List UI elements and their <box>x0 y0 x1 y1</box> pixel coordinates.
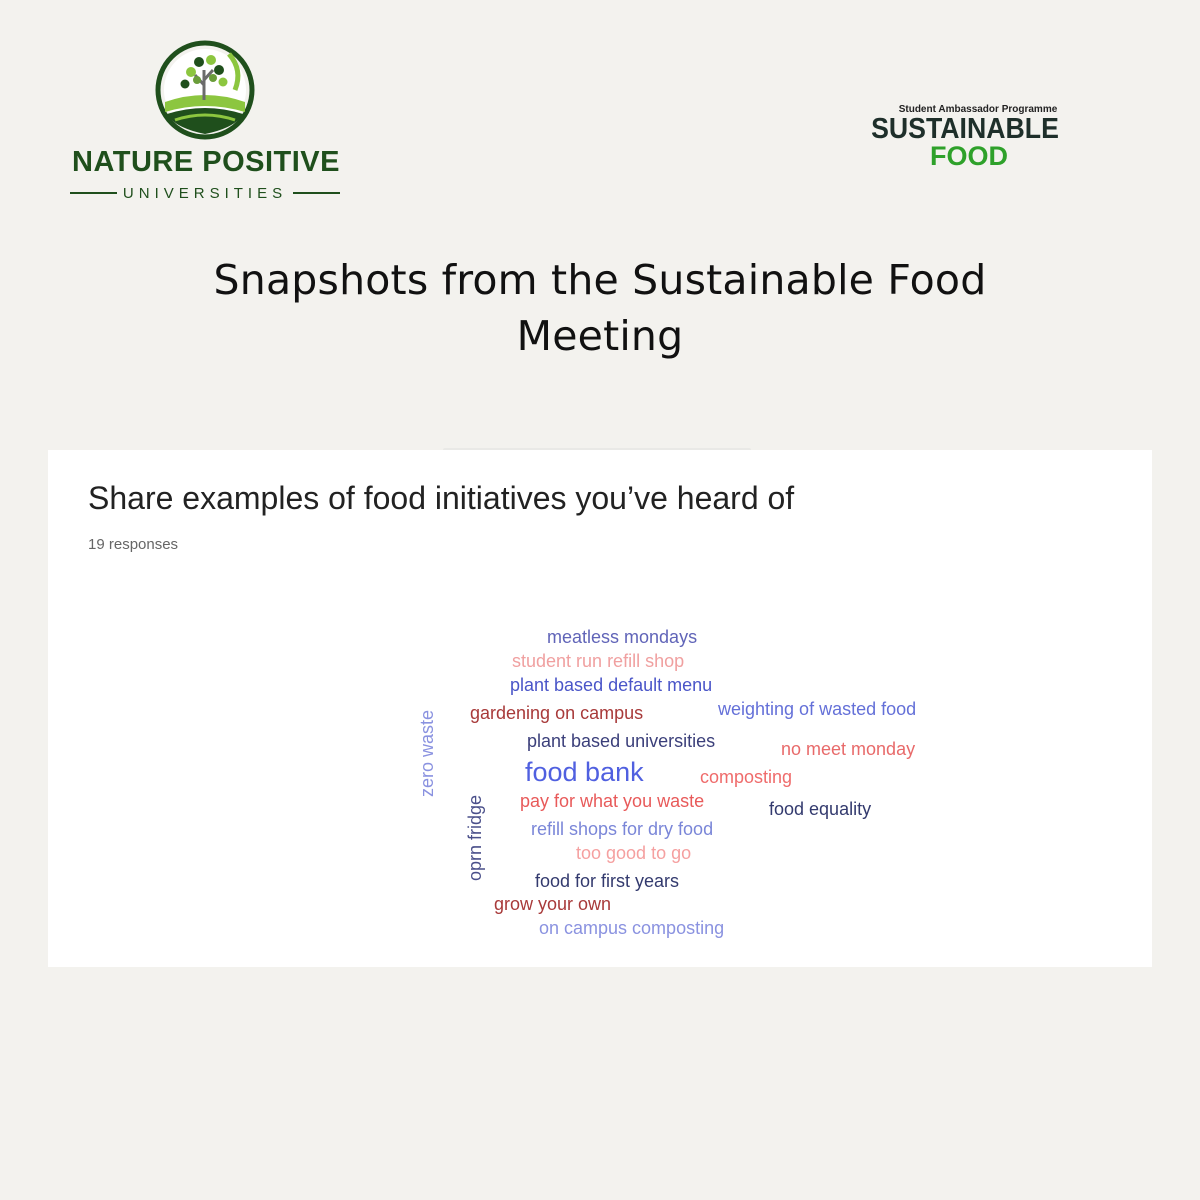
word-cloud-item: plant based default menu <box>510 675 713 695</box>
word-cloud-item: meatless mondays <box>547 627 698 647</box>
sf-logo-title: SUSTAINABLE <box>871 113 1059 145</box>
word-cloud-item: refill shops for dry food <box>531 819 714 839</box>
response-count: 19 responses <box>88 536 179 553</box>
word-cloud-item: food equality <box>769 799 872 819</box>
nature-positive-universities-logo <box>60 40 350 205</box>
np-logo-subtitle: UNIVERSITIES <box>122 184 288 202</box>
word-cloud-item: food bank <box>525 757 644 787</box>
word-cloud-item: plant based universities <box>527 731 716 751</box>
divider <box>70 192 117 194</box>
word-cloud-item: grow your own <box>494 894 612 914</box>
word-cloud-item: weighting of wasted food <box>718 699 917 719</box>
word-cloud-item: student run refill shop <box>512 651 685 671</box>
sustainable-food-logo <box>860 104 1070 174</box>
np-logo-title: NATURE POSITIVE <box>72 146 340 178</box>
word-cloud-item: food for first years <box>535 871 680 891</box>
word-cloud-item: zero waste <box>417 709 437 797</box>
word-cloud-item: too good to go <box>576 843 692 863</box>
word-cloud-item: gardening on campus <box>470 703 644 723</box>
word-cloud-item: oprn fridge <box>465 794 485 881</box>
tree-landscape-emblem-icon <box>155 40 255 140</box>
word-cloud-item: composting <box>700 767 793 787</box>
word-cloud-item: no meet monday <box>781 739 916 759</box>
sf-logo-food: FOOD <box>930 141 1008 171</box>
divider <box>293 192 340 194</box>
question-title: Share examples of food initiatives you’ve heard of <box>88 480 795 516</box>
word-cloud-item: pay for what you waste <box>520 791 705 811</box>
sf-logo-tagline: Student Ambassador Programme <box>898 104 1058 115</box>
word-cloud-item: on campus composting <box>539 918 725 938</box>
page-title: Snapshots from the Sustainable Food Meeting <box>213 256 987 360</box>
np-logo-subtitle-row <box>70 183 340 203</box>
snapshot-card <box>48 450 1152 967</box>
